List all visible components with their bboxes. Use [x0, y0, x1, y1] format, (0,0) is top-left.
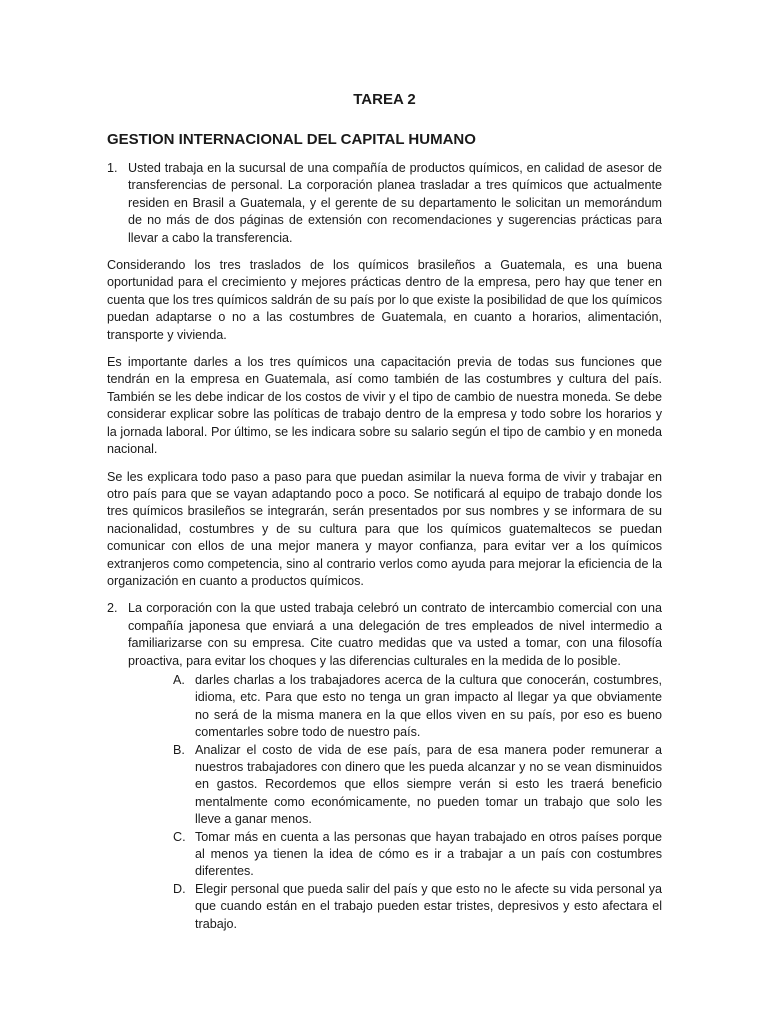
answer-1-paragraph: Se les explicara todo paso a paso para que puedan asimilar la nueva forma de vivir y trabajar en otro país para que se vayan adaptando poco a poco. Se notificará al equipo de trabajo donde los tres químicos brasileños se integrarán, serán presentados por sus nombres y se informara de su nacionalidad, costumbres y de su cultura para que los químicos guatemaltecos se puedan comunicar con ellos de una mejor manera y mayor confianza, para evitar ver a los químicos extranjeros como competencia, sino al contrario verlos como ayuda para mejorar la eficiencia de la organización en cuanto a productos químicos.	[107, 469, 662, 588]
document-page	[107, 90, 662, 943]
question-1	[107, 160, 662, 247]
question-2-text: La corporación con la que usted trabaja celebró un contrato de intercambio comercial con una compañía japonesa que enviará a una delegación de tres empleados de nivel intermedio a familiarizarse con su empresa. Cite cuatro medidas que va usted a tomar, con una filosofía proactiva, para evitar los choques y las diferencias culturales en la medida de lo posible.	[128, 601, 662, 668]
list-item-text: Elegir personal que pueda salir del país y que esto no le afecte su vida personal ya que cuando están en el trabajo pueden estar tristes, depresivos y esto afectara el trabajo.	[195, 881, 662, 931]
list-item-text: Analizar el costo de vida de ese país, para de esa manera poder remunerar a nuestros trabajadores con dinero que les pueda alcanzar y no se vean disminuidos en gastos. Recordemos que ellos siempre verán si esto les traerá beneficio mentalmente como económicamente, no pueden tomar un trabajo que solo les lleve a ganar menos.	[195, 742, 662, 827]
question-2-number: 2.	[107, 601, 118, 616]
list-item-letter: D.	[173, 881, 186, 896]
list-item	[173, 829, 662, 881]
answer-1-paragraph: Considerando los tres traslados de los químicos brasileños a Guatemala, es una buena oportunidad para el crecimiento y mejores prácticas dentro de la empresa, pero hay que tener en cuenta que los tres químicos saldrán de su país por lo que existe la posibilidad de que los químicos puedan adaptarse o no a las costumbres de Guatemala, en cuanto a horarios, alimentación, transporte y vivienda.	[107, 258, 662, 342]
question-1-text: Usted trabaja en la sucursal de una compañía de productos químicos, en calidad de asesor de transferencias de personal. La corporación planea trasladar a tres químicos que actualmente residen en Brasil a Guatemala, y el gerente de su departamento le solicitan un memorándum de no más de dos páginas de extensión con recomendaciones y sugerencias prácticas para llevar a cabo la transferencia.	[128, 161, 662, 245]
list-item	[173, 881, 662, 933]
list-item	[173, 672, 662, 742]
document-heading: GESTION INTERNACIONAL DEL CAPITAL HUMANO	[107, 131, 476, 148]
list-item-text: Tomar más en cuenta a las personas que hayan trabajado en otros países porque al menos ya tienen la idea de cómo es ir a trabajar a un país con costumbres diferentes.	[195, 829, 662, 879]
question-2	[107, 600, 662, 933]
list-item-letter: C.	[173, 829, 186, 844]
list-item-text: darles charlas a los trabajadores acerca de la cultura que conocerán, costumbres, idioma, etc. Para que esto no tenga un gran impacto al llegar ya que obviamente no será de la misma manera en la que ellos viven en su país, por eso es bueno comentarles sobre todo de nuestro país.	[195, 672, 662, 740]
list-item-letter: A.	[173, 672, 185, 687]
question-2-body	[128, 600, 662, 933]
answer-2-list	[173, 672, 662, 933]
answer-1-paragraph: Es importante darles a los tres químicos una capacitación previa de todas sus funciones que tendrán en la empresa en Guatemala, así como también de las costumbres y cultura del país. También se les debe indicar de los costos de vivir y el tipo de cambio de nuestra moneda. Se debe considerar explicar sobre las políticas de trabajo dentro de la empresa y todo sobre los horarios y la jornada laboral. Por último, se les indicara sobre su salario según el tipo de cambio y en moneda nacional.	[107, 355, 662, 457]
list-item-letter: B.	[173, 742, 185, 757]
list-item	[173, 742, 662, 829]
document-title: TAREA 2	[353, 91, 416, 108]
question-1-number: 1.	[107, 161, 118, 175]
